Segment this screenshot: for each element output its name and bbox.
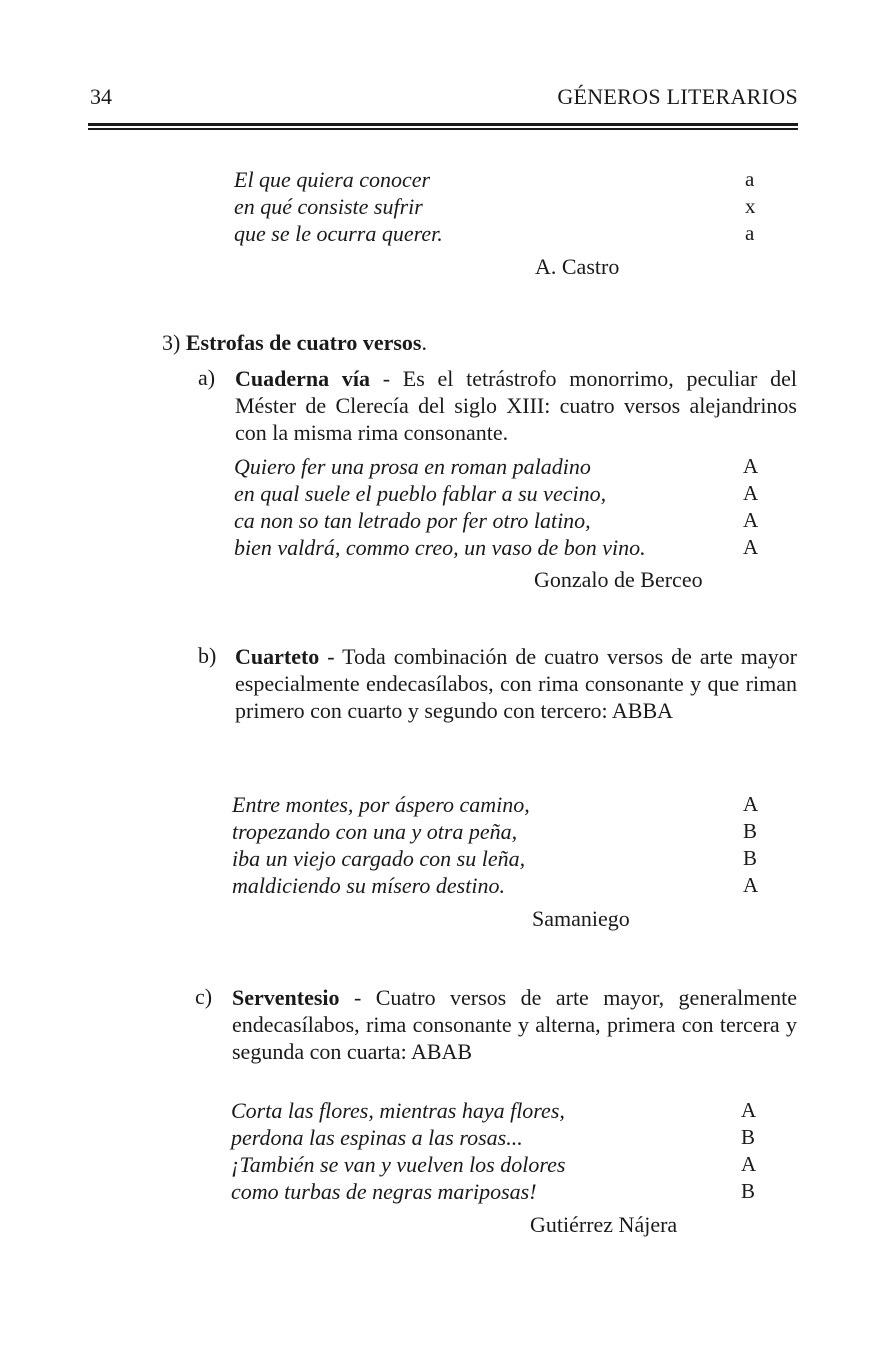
item-label-b: b) xyxy=(198,643,217,668)
rhyme-mark: A xyxy=(741,1098,757,1122)
verse-line: en qual suele el pueblo fablar a su vecino, xyxy=(234,481,607,506)
verse-line: en qué consiste sufrir xyxy=(234,194,423,219)
item-label-c: c) xyxy=(195,984,213,1009)
rhyme-mark: B xyxy=(741,1179,756,1203)
definition-serventesio xyxy=(232,984,797,1065)
section-number: 3) xyxy=(162,330,181,355)
header-rule xyxy=(88,123,798,126)
rhyme-mark: A xyxy=(743,508,759,532)
section-title: Estrofas de cuatro versos xyxy=(185,330,422,355)
verse-line: iba un viejo cargado con su leña, xyxy=(232,846,526,871)
poem-author: Gutiérrez Nájera xyxy=(530,1212,678,1237)
term-cuaderna-via: Cuaderna vía xyxy=(235,366,370,391)
definition-cuarteto xyxy=(235,643,797,724)
section-title-end: . xyxy=(421,330,427,355)
poem-author: Samaniego xyxy=(532,906,630,931)
poem-author: Gonzalo de Berceo xyxy=(534,567,703,592)
rhyme-mark: A xyxy=(743,481,759,505)
rhyme-mark: A xyxy=(743,535,759,559)
rhyme-mark: B xyxy=(743,819,758,843)
page-number: 34 xyxy=(90,84,112,109)
verse-line: que se le ocurra querer. xyxy=(234,221,443,246)
rhyme-mark: a xyxy=(745,167,755,191)
term-serventesio: Serventesio xyxy=(232,985,340,1010)
rhyme-mark: A xyxy=(743,873,759,897)
verse-line: como turbas de negras mariposas! xyxy=(231,1179,537,1204)
rhyme-mark: a xyxy=(745,221,755,245)
definition-cuaderna-via xyxy=(235,365,797,446)
header-rule-thin xyxy=(88,128,798,130)
item-label-a: a) xyxy=(198,365,216,390)
verse-line: El que quiera conocer xyxy=(234,167,431,192)
verse-line: Corta las flores, mientras haya flores, xyxy=(231,1098,565,1123)
rhyme-mark: B xyxy=(743,846,758,870)
definition-text: - Toda combinación de cuatro versos de arte mayor especialmente endecasílabos, con rima consonante y que riman primero con cuarto y segundo con tercero: ABBA xyxy=(235,644,797,723)
definition-text: - Cuatro versos de arte mayor, generalmente endecasílabos, rima consonante y alterna, primera con tercera y segunda con cuarta: ABAB xyxy=(232,985,797,1064)
verse-line: ca non so tan letrado por fer otro latino, xyxy=(234,508,591,533)
verse-line: tropezando con una y otra peña, xyxy=(232,819,518,844)
verse-line: ¡También se van y vuelven los dolores xyxy=(231,1152,566,1177)
poem-author: A. Castro xyxy=(535,254,620,279)
rhyme-mark: A xyxy=(743,454,759,478)
rhyme-mark: A xyxy=(741,1152,757,1176)
verse-line: perdona las espinas a las rosas... xyxy=(231,1125,523,1150)
section-heading xyxy=(162,330,427,356)
verse-line: bien valdrá, commo creo, un vaso de bon vino. xyxy=(234,535,646,560)
verse-line: maldiciendo su mísero destino. xyxy=(232,873,505,898)
rhyme-mark: x xyxy=(745,194,756,218)
definition-text: - Es el tetrástrofo monorrimo, peculiar del Méster de Clerecía del siglo XIII: cuatro versos alejandrinos con la misma rima consonante. xyxy=(235,366,797,445)
verse-line: Entre montes, por áspero camino, xyxy=(232,792,530,817)
verse-line: Quiero fer una prosa en roman paladino xyxy=(234,454,591,479)
running-header: GÉNEROS LITERARIOS xyxy=(557,84,798,109)
rhyme-mark: B xyxy=(741,1125,756,1149)
term-cuarteto: Cuarteto xyxy=(235,644,320,669)
rhyme-mark: A xyxy=(743,792,759,816)
